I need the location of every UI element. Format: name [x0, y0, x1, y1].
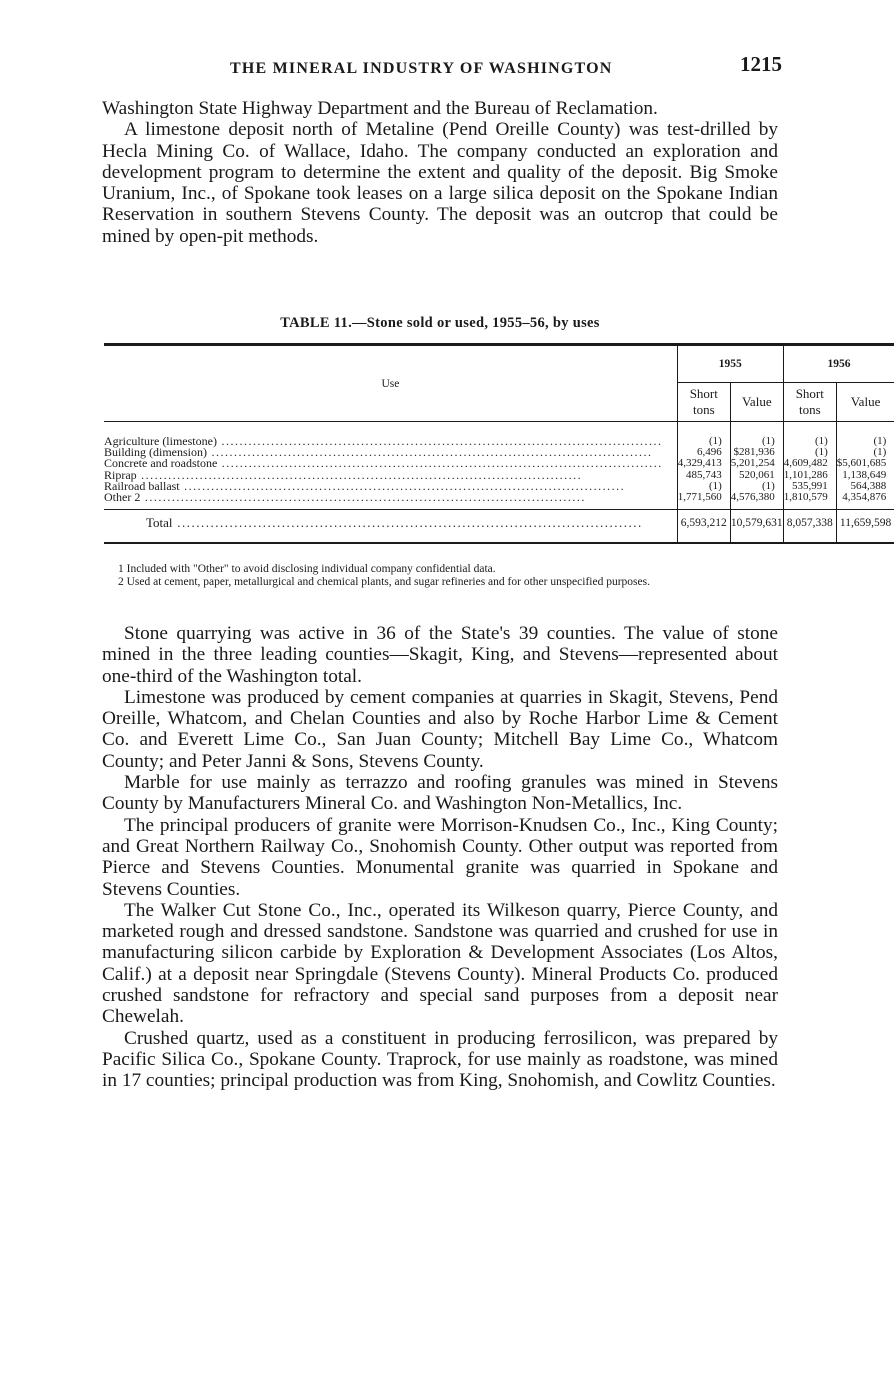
table-cell: 1,101,286 [783, 470, 836, 481]
table-cell: 1,810,579 [783, 492, 836, 503]
top-text-block [102, 98, 778, 247]
table-cell: 485,743 [677, 470, 730, 481]
total-label: Total ..... [104, 510, 677, 537]
table-cell: $5,601,685 [836, 457, 887, 470]
table-cell: (1) [873, 435, 887, 447]
row-label: Riprap ..... [104, 470, 677, 481]
bottom-text-block [102, 623, 778, 1092]
paragraph: Marble for use mainly as terrazzo and roofing granules was mined in Stevens County by Manufacturers Mineral Co. and Washington Non-Metallics, Inc. [102, 772, 778, 815]
table-cell: 1,771,560 [677, 492, 730, 503]
table-cell: 4,609,482 [783, 458, 836, 469]
table-cell: (1) [783, 436, 836, 447]
table-cell: 6,496 [677, 447, 730, 458]
stone-table [104, 343, 894, 544]
page-header [102, 52, 782, 86]
table-cell: 1,138,649 [842, 468, 887, 481]
footnote: 2 Used at cement, paper, metallurgical and chemical plants, and sugar refineries and for other unspecified purposes. [118, 576, 650, 588]
paragraph: Limestone was produced by cement companies at quarries in Skagit, Stevens, Pend Oreille, Whatcom, and Chelan Counties and also by Roche Harbor Lime & Cement Co. and Everett Lime Co., San Juan County; Mitchell Bay Lime Co., Whatcom County; and Peter Janni & Sons, Stevens County. [102, 686, 778, 772]
page-number: 1215 [740, 52, 782, 76]
row-label: Concrete and roadstone ..... [104, 458, 677, 469]
column-header: Value [730, 383, 783, 422]
total-cell: 11,659,598 [836, 510, 894, 537]
running-head: THE MINERAL INDUSTRY OF WASHINGTON [230, 60, 613, 77]
table-cell: (1) [730, 481, 783, 492]
table-cell: 564,388 [850, 479, 887, 492]
table-cell: 520,061 [730, 470, 783, 481]
table-cell: (1) [873, 446, 887, 459]
use-column-header: Use [104, 345, 677, 422]
row-label: Agriculture (limestone) ..... [104, 436, 677, 447]
total-cell: 10,579,631 [730, 510, 783, 537]
table-cell: (1) [677, 436, 730, 447]
table-cell: 4,329,413 [677, 458, 730, 469]
paragraph: The principal producers of granite were Morrison-Knudsen Co., Inc., King County; and Great Northern Railway Co., Snohomish County. Other output was reported from Pierce and Stevens Counties. Monumental granite was quarried in Spokane and Stevens Counties. [102, 814, 778, 900]
row-label: Other 2 ..... [104, 492, 677, 503]
paragraph: Stone quarrying was active in 36 of the State's 39 counties. The value of stone mined in the three leading counties—Skagit, King, and Stevens—represented about one-third of the Washington total. [102, 623, 778, 687]
total-row [104, 510, 894, 537]
footnote: 1 Included with "Other" to avoid disclosing individual company confidential data. [118, 563, 496, 575]
year-header-1956: 1956 [783, 345, 894, 383]
paragraph: A limestone deposit north of Metaline (Pend Oreille County) was test-drilled by Hecla Mining Co. of Wallace, Idaho. The company conducted an exploration and development program to determine the extent and quality of the deposit. Big Smoke Uranium, Inc., of Spokane took leases on a large silica deposit on the Spokane Indian Reservation in southern Stevens County. The deposit was an outcrop that could be mined by open-pit methods. [102, 119, 778, 247]
table-cell: 4,354,876 [842, 491, 887, 504]
row-label: Building (dimension) ..... [104, 447, 677, 458]
table-cell: (1) [783, 447, 836, 458]
table-title: TABLE 11.—Stone sold or used, 1955–56, by uses [280, 315, 600, 331]
table-cell: 4,576,380 [730, 492, 783, 503]
paragraph: Crushed quartz, used as a constituent in producing ferrosilicon, was prepared by Pacific Silica Co., Spokane County. Traprock, for use mainly as roadstone, was mined in 17 counties; principal production was from King, Snohomish, and Cowlitz Counties. [102, 1027, 778, 1092]
table-cell: 535,991 [783, 481, 836, 492]
row-label: Railroad ballast ..... [104, 481, 677, 492]
table-cell: 5,201,254 [730, 458, 783, 469]
year-header-1955: 1955 [677, 345, 783, 383]
paragraph: Washington State Highway Department and the Bureau of Reclamation. [102, 98, 658, 119]
column-header: Short tons [677, 383, 730, 422]
column-header: Value [836, 383, 894, 422]
paragraph: The Walker Cut Stone Co., Inc., operated its Wilkeson quarry, Pierce County, and marketed rough and dressed sandstone. Sandstone was quarried and crushed for use in manufacturing silicon carbide by Exploration & Development Associates (Los Altos, Calif.) at a deposit near Springdale (Stevens County). Mineral Products Co. produced crushed sandstone for refractory and special sand purposes from a deposit near Chewelah. [102, 899, 778, 1028]
total-cell: 6,593,212 [677, 510, 730, 537]
table-cell: (1) [677, 481, 730, 492]
total-cell: 8,057,338 [783, 510, 836, 537]
column-header: Short tons [783, 383, 836, 422]
table-cell: (1) [730, 436, 783, 447]
table-row [104, 492, 894, 503]
table-cell: $281,936 [730, 447, 783, 458]
table-footnotes [118, 563, 782, 589]
